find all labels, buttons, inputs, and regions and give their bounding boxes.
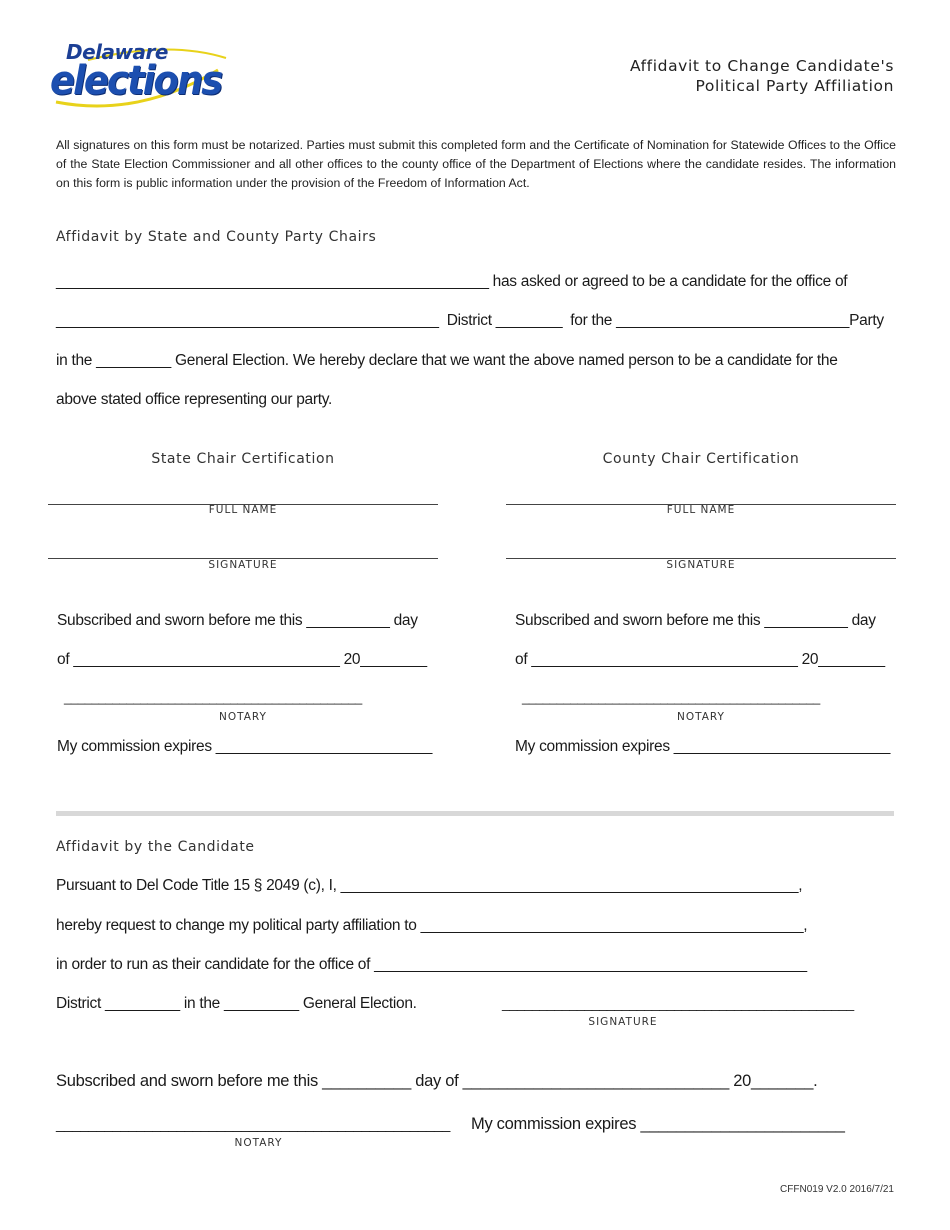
- section-heading-party-chairs: Affidavit by State and County Party Chairs: [56, 229, 377, 245]
- county-chair-full-name-label: FULL NAME: [666, 504, 736, 516]
- state-chair-sworn-line-1: Subscribed and sworn before me this __________ day: [57, 612, 418, 629]
- party-chairs-line-2: ______________________________________________ District ________ for the ____________________________Party: [56, 312, 884, 329]
- candidate-notary-label: NOTARY: [234, 1137, 283, 1149]
- form-title: [630, 56, 894, 96]
- state-chair-notary-label: NOTARY: [219, 711, 267, 723]
- party-chairs-line-1: ____________________________________________________ has asked or agreed to be a candidate for the office of: [56, 273, 848, 290]
- party-chairs-line-3: in the _________ General Election. We hereby declare that we want the above named person to be a candidate for the: [56, 352, 838, 369]
- form-version-footer: CFFN019 V2.0 2016/7/21: [780, 1184, 894, 1195]
- county-chair-sworn-line-2: of ________________________________ 20________: [515, 651, 885, 668]
- title-line-2: Political Party Affiliation: [695, 77, 894, 95]
- state-chair-heading: State Chair Certification: [151, 451, 335, 467]
- county-chair-notary-line[interactable]: ___________________________________________: [522, 690, 820, 705]
- title-line-1: Affidavit to Change Candidate's: [629, 57, 894, 75]
- candidate-signature-line[interactable]: _______________________________________________: [502, 995, 854, 1011]
- candidate-sworn-line: Subscribed and sworn before me this __________ day of ______________________________ 20_______.: [56, 1072, 818, 1090]
- candidate-signature-label: SIGNATURE: [588, 1016, 658, 1028]
- state-chair-commission-expires: My commission expires __________________________: [57, 738, 433, 755]
- state-chair-notary-line[interactable]: ___________________________________________: [64, 690, 362, 705]
- county-chair-heading: County Chair Certification: [602, 451, 800, 467]
- party-chairs-line-4: above stated office representing our party.: [56, 391, 333, 408]
- county-chair-notary-label: NOTARY: [677, 711, 725, 723]
- intro-paragraph: All signatures on this form must be notarized. Parties must submit this completed form and the Certificate of Nomination for Statewide Offices to the Office of the State Election Commissioner and all other offices to the county office of the Department of Elections where the candidate resides. The information on this form is public information under the provision of the Freedom of Information Act.: [56, 138, 896, 190]
- state-chair-signature-label: SIGNATURE: [208, 559, 278, 571]
- logo-top-text: Delaware: [66, 40, 168, 64]
- candidate-line-3: in order to run as their candidate for the office of ____________________________________________________: [56, 956, 807, 973]
- candidate-line-2: hereby request to change my political party affiliation to ______________________________________________,: [56, 917, 808, 934]
- county-chair-signature-label: SIGNATURE: [666, 559, 736, 571]
- county-chair-sworn-line-1: Subscribed and sworn before me this __________ day: [515, 612, 876, 629]
- candidate-commission-expires: My commission expires _______________________: [471, 1115, 845, 1133]
- state-chair-full-name-label: FULL NAME: [208, 504, 278, 516]
- candidate-line-4: District _________ in the _________ General Election.: [56, 995, 417, 1012]
- county-chair-commission-expires: My commission expires __________________________: [515, 738, 891, 755]
- logo-main-text: elections: [50, 58, 222, 104]
- candidate-line-1: Pursuant to Del Code Title 15 § 2049 (c), I, _______________________________________________________,: [56, 877, 803, 894]
- candidate-notary-line[interactable]: _________________________________________________: [56, 1116, 451, 1133]
- state-chair-sworn-line-2: of ________________________________ 20________: [57, 651, 427, 668]
- delaware-elections-logo: [48, 40, 228, 120]
- section-heading-candidate: Affidavit by the Candidate: [56, 839, 255, 855]
- section-divider: [56, 811, 894, 816]
